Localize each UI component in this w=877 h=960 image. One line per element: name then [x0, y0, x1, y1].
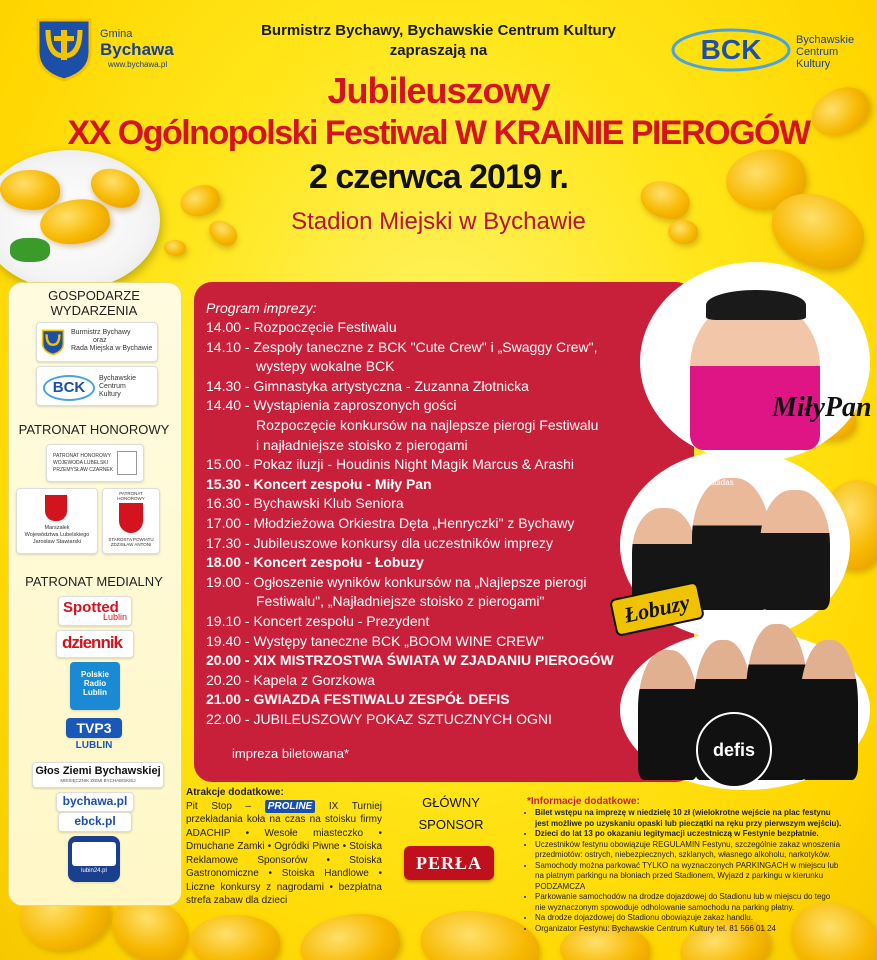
program-item: 16.30 - Bychawski Klub Seniora: [206, 495, 404, 512]
artist-milypan-photo: [690, 300, 820, 450]
invitation-line-1: Burmistrz Bychawy, Bychawskie Centrum Kultury: [261, 22, 616, 39]
host-bck-logo: [36, 366, 158, 406]
program-item: i najładniejsze stoisko z pierogami: [256, 436, 468, 453]
program-item: 14.00 - Rozpoczęcie Festiwalu: [206, 319, 397, 335]
main-sponsor: [406, 792, 496, 836]
media-dziennik-logo: [56, 630, 134, 658]
lobuzy-cap-label: adidas: [710, 478, 734, 487]
marszalek-line: Województwa Lubelskiego: [24, 532, 90, 538]
artist-lobuzy-photo: [692, 478, 770, 610]
powiat-emblem-icon: [119, 503, 143, 533]
title-jubilee: Jubileuszowy: [327, 70, 550, 111]
milypan-logo: MiłyPan: [772, 392, 872, 423]
dumpling-decoration: [164, 240, 186, 256]
gmina-name: Bychawa: [100, 40, 174, 59]
wojewoda-line: PATRONAT HONOROWY: [53, 453, 111, 459]
artist-lobuzy-photo: [760, 490, 830, 610]
extras-text-pre: Pit Stop –: [186, 800, 265, 812]
extras-block: [186, 786, 382, 908]
prl-line: Lublin: [83, 688, 107, 697]
spotted-text: Spotted: [63, 599, 119, 616]
dumpling-decoration: [296, 907, 405, 960]
program-item: 20.00 - XIX MISTRZOSTWA ŚWIATA W ZJADANIU PIEROGÓW: [206, 652, 614, 669]
lubin-screen: [72, 842, 116, 866]
dziennik-text: dziennik: [62, 633, 123, 652]
extras-title: Atrakcje dodatkowe:: [186, 787, 284, 798]
program-title: Program imprezy:: [206, 300, 317, 316]
marszalek-line: Marszałek: [44, 525, 70, 531]
program-item: 14.30 - Gimnastyka artystyczna - Zuzanna Złotnicka: [206, 377, 529, 394]
starosta-line: STAROSTA POWIATU: [108, 537, 154, 542]
starosta-line: ZDZISŁAW ANTONI: [110, 542, 152, 547]
prl-text: [70, 670, 120, 697]
host1-line: oraz: [93, 337, 107, 344]
host-burmistrz-logo: [36, 322, 158, 362]
prl-line: Radio: [83, 679, 107, 688]
title-festival: XX Ogólnopolski Festiwal W KRAINIE PIEROGÓW: [67, 114, 810, 152]
artist-cap: [706, 290, 806, 320]
defis-logo-text: defis: [712, 740, 755, 760]
starosta-line: PATRONAT: [119, 491, 143, 496]
marszalek-emblem-icon: [45, 495, 67, 521]
sponsor-line: SPONSOR: [418, 817, 484, 832]
patron-marszalek-logo: [16, 488, 98, 554]
artist-defis-photo: [638, 650, 698, 780]
info-block: [527, 796, 842, 934]
prl-line: Polskie: [80, 670, 109, 679]
info-item: • Na drodze dojazdowej do Stadionu obowiązuje zakaz handlu.: [535, 913, 842, 924]
gmina-label: Gmina: [100, 28, 133, 40]
sponsor-line: GŁÓWNY: [422, 795, 480, 810]
host1-line: Rada Miejska w Bychawie: [71, 345, 153, 352]
program-item: 17.30 - Jubileuszowe konkursy dla uczestników imprezy: [206, 534, 554, 551]
dumpling-decoration: [190, 915, 280, 960]
eagle-emblem-icon: [117, 451, 137, 475]
patron-marszalek-text: [21, 525, 93, 546]
media-lubin-logo: [68, 836, 120, 882]
bck-name: [796, 34, 854, 70]
tvp-sub: LUBLIN: [75, 740, 113, 751]
bck-name-line: Centrum: [796, 46, 839, 58]
patron-wojewoda-logo: [46, 444, 144, 482]
glos-sub: MIESIĘCZNIK ZIEMI BYCHAWSKIEJ: [60, 778, 136, 783]
lubin-text: lubin24.pl: [81, 868, 107, 874]
proline-logo: PROLINE: [265, 800, 315, 814]
bck-logo: [670, 26, 792, 74]
info-item: • Dzieci do lat 13 po okazaniu legitymacji uczestniczą w Festynie bezpłatnie.: [535, 829, 842, 840]
glos-text: Głos Ziemi Bychawskiej: [35, 765, 161, 777]
program-item: Rozpoczęcie konkursów na najlepsze pierogi Festiwalu: [256, 416, 599, 433]
info-list: [527, 808, 842, 934]
host2-logo-mark: BCK: [43, 375, 95, 401]
starosta-line: HONOROWY: [117, 496, 145, 501]
host2-line: Centrum: [99, 383, 126, 390]
program-item: 21.00 - GWIAZDA FESTIWALU ZESPÓŁ DEFIS: [206, 691, 510, 708]
info-item: • Organizator Festynu: Bychawskie Centrum Kultury tel. 81 566 01 24: [535, 924, 842, 935]
program-item: 20.20 - Kapela z Gorzkowa: [206, 671, 375, 688]
bck-name-line: Kultury: [796, 58, 831, 70]
invitation-line-2: zapraszają na: [389, 42, 488, 59]
honorary-title: PATRONAT HONOROWY: [18, 422, 170, 437]
extras-text-post: IX Turniej przekładania koła na czas na stoisku firmy ADACHIP • Wesołe miasteczko • Dmuchane Zamki • Ogródki Piwne • Stoiska Reklamowe Sponsorów • Stoiska Gastronomiczne • Stoiska Handlowe • Liczne konkursy z nagrodami • bezpłatna strefa zabaw dla dzieci: [186, 800, 382, 906]
event-place: Stadion Miejski w Bychawie: [291, 208, 586, 235]
wojewoda-line: WOJEWODA LUBELSKI: [53, 460, 109, 466]
host1-line: Burmistrz Bychawy: [71, 329, 131, 336]
event-date: 2 czerwca 2019 r.: [308, 158, 568, 196]
program-item: 19.40 - Występy taneczne BCK „BOOM WINE CREW": [206, 632, 544, 649]
bychawa-text: bychawa.pl: [62, 794, 128, 808]
program-item: Festiwalu", „Najładniejsze stoisko z pierogami": [256, 593, 545, 610]
hosts-title: WYDARZENIA: [50, 303, 138, 318]
coat-of-arms-icon: [41, 328, 65, 356]
info-item: • Bilet wstępu na imprezę w niedzielę 10 zł (wielokrotne wejście na plac festynu jest możliwe po uzyskaniu opaski lub pieczątki na ręku przy pierwszym wejściu).: [535, 808, 842, 829]
program-item: 19.00 - Ogłoszenie wyników konkursów na „Najlepsze pierogi: [206, 573, 587, 590]
media-spotted-logo: [58, 596, 132, 626]
marszalek-line: Jarosław Stawiarski: [32, 539, 82, 545]
media-prl-logo: [70, 662, 120, 710]
program-item: 19.10 - Koncert zespołu - Prezydent: [206, 612, 430, 629]
garnish: [10, 238, 50, 262]
program-item: 15.30 - Koncert zespołu - Miły Pan: [206, 475, 432, 492]
host2-text: [99, 375, 136, 399]
program-item: 15.00 - Pokaz iluzji - Houdinis Night Magik Marcus & Arashi: [206, 456, 575, 473]
host2-line: Bychawskie: [99, 375, 136, 382]
media-bychawa-logo: [56, 792, 134, 812]
bck-name-line: Bychawskie: [796, 34, 855, 46]
info-title: *Informacje dodatkowe:: [527, 796, 640, 807]
gmina-url: www.bychawa.pl: [108, 60, 168, 69]
host2-line: Kultury: [99, 391, 121, 398]
patron-starosta-bottom: [105, 537, 157, 547]
patron-wojewoda-text: [53, 453, 113, 474]
patron-starosta-top: [105, 491, 157, 501]
perla-logo: PERŁA: [404, 846, 494, 880]
program-item: 14.40 - Wystąpienia zaproszonych gości: [206, 397, 457, 414]
info-item: • Parkowanie samochodów na drodze dojazdowej do Stadionu lub w miejscu do tego nie wyznaczonym spowoduje odholowanie samochodu na parking płatny.: [535, 892, 842, 913]
hosts-title: GOSPODARZE: [48, 288, 140, 303]
host1-text: [71, 329, 152, 353]
program-item: 22.00 - JUBILEUSZOWY POKAZ SZTUCZNYCH OGNI: [206, 710, 552, 727]
media-ebck-logo: [58, 812, 132, 832]
spotted-sub: Lublin: [102, 612, 127, 622]
media-title: PATRONAT MEDIALNY: [25, 574, 163, 589]
program-item: 14.10 - Zespoły taneczne z BCK "Cute Crew" i „Swaggy Crew",: [206, 338, 598, 355]
artist-defis-photo: [800, 640, 858, 780]
info-item: • Samochody można parkować TYLKO na wyznaczonych PARKINGACH w miejscu lub na płatnym parkingu na błoniach przed Stadionem, Wyjazd z parkingu w kierunku PODZAMCZA: [535, 861, 842, 893]
patron-starosta-logo: [102, 488, 160, 554]
lobuzy-logo: Łobuzy: [609, 581, 705, 637]
program-item: wystepy wokalne BCK: [256, 358, 395, 375]
ebck-text: ebck.pl: [74, 814, 116, 828]
media-tvp-logo: [66, 718, 122, 738]
wojewoda-line: PRZEMYSŁAW CZARNEK: [53, 467, 114, 473]
ticket-note: impreza biletowana*: [232, 746, 350, 761]
info-item: • Uczestników festynu obowiązuje REGULAMIN Festynu, szczególnie zakaz wnoszenia przedmiotów: ostrych, niebezpiecznych, szklanych, własnego alkoholu, narkotyków.: [535, 840, 842, 861]
program-item: 17.00 - Młodzieżowa Orkiestra Dęta „Henryczki" z Bychawy: [206, 514, 575, 531]
media-glos-logo: [32, 762, 164, 788]
tvp-text: TVP3: [76, 720, 112, 736]
defis-logo: [696, 712, 772, 788]
bck-logo-text: BCK: [700, 34, 762, 65]
program-list: [206, 318, 646, 729]
program-item: 18.00 - Koncert zespołu - Łobuzy: [206, 554, 424, 571]
